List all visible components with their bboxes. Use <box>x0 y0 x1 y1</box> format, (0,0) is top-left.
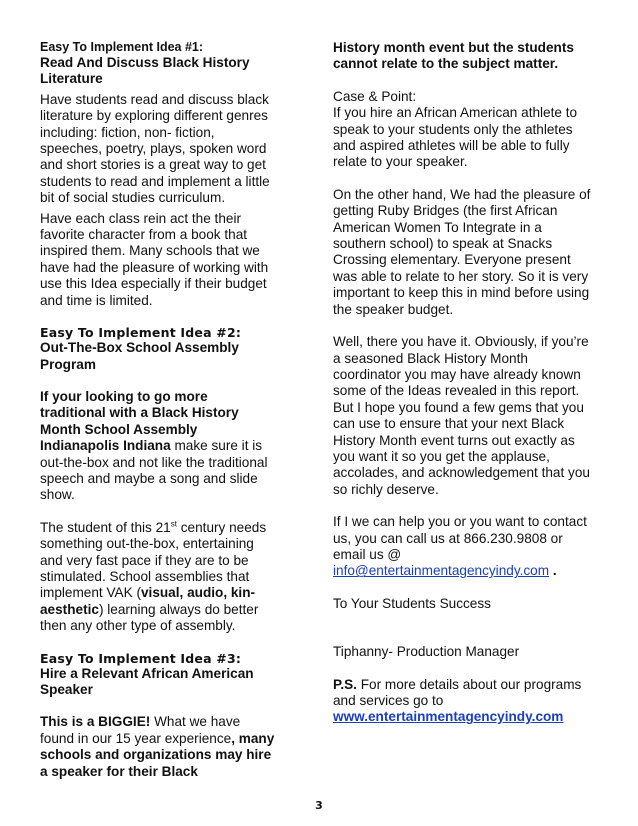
idea1-title: Read And Discuss Black History Literature <box>40 55 250 87</box>
idea2-label: Easy To Implement Idea #2: <box>40 325 242 341</box>
idea2-paragraph-2: The student of this 21st century needs something out-the-box, entertaining and very fast pace if they are to be stimulated. School assemblies that implement VAK (visual, audio, kin-aesthetic) learning always do better then any other type of assembly. <box>40 519 267 634</box>
other-hand-paragraph: On the other hand, We had the pleasure of getting Ruby Bridges (the first African American Women To Integrate in a southern school) to speak at Snacks Crossing elementary. Everyone present was able to relate to her story. So it is very important to keep this in mind before using the speaker budget. <box>333 186 591 317</box>
idea1-paragraph-1: Have students read and discuss black literature by exploring different genres including: fiction, non- fiction, speeches, poetry, plays, spoken word and short stories is a great way to get students to read and implement a little bit of social studies curriculum. <box>40 91 270 206</box>
continued-text: History month event but the students cannot relate to the subject matter. <box>333 40 574 72</box>
idea1-label: Easy To Implement Idea #1: <box>40 40 204 54</box>
contact-paragraph: If I we can help you or you want to contact us, you can call us at 866.230.9808 or email us @ info@entertainmentagencyindy.com . <box>333 514 587 579</box>
sign-off: To Your Students Success <box>333 595 491 611</box>
ps-paragraph: P.S. For more details about our programs and services go to <box>333 676 582 708</box>
idea3-title: Hire a Relevant African American Speaker <box>40 665 254 697</box>
left-column <box>40 40 276 780</box>
case-title: Case & Point: <box>333 88 417 104</box>
email-link[interactable]: info@entertainmentagencyindy.com <box>333 563 550 579</box>
idea2-paragraph-1: If your looking to go more traditional with a Black History Month School Assembly Indianapolis Indiana make sure it is out-the-box and not like the traditional speech and maybe a song and slide show. <box>40 388 268 503</box>
conclusion-paragraph: Well, there you have it. Obviously, if you’re a seasoned Black History Month coordinator you may have already known some of the Ideas revealed in this report. But I hope you found a few gems that you can use to ensure that your next Black History Month event turns out exactly as you want it so you get the applause, accolades, and acknowledgement that you so richly deserve. <box>333 334 590 497</box>
idea2-title: Out-The-Box School Assembly Program <box>40 340 239 372</box>
website-paragraph <box>333 709 595 725</box>
idea1-paragraph-2: Have each class rein act the their favorite character from a book that inspired them. Many schools that we have had the pleasure of working with use this Idea especially if their budget and time is limited. <box>40 210 269 308</box>
page-number: 3 <box>315 799 323 812</box>
signature: Tiphanny- Production Manager <box>333 644 520 660</box>
website-link[interactable]: www.entertainmentagencyindy.com <box>333 709 564 725</box>
case-text: If you hire an African American athlete to speak to your students only the athletes and aspired athletes will be able to fully relate to your speaker. <box>333 105 578 170</box>
idea3-paragraph: This is a BIGGIE! What we have found in our 15 year experience, many schools and organizations may hire a speaker for their Black <box>40 714 275 779</box>
idea3-label: Easy To Implement Idea #3: <box>40 650 242 666</box>
right-column <box>333 40 595 726</box>
